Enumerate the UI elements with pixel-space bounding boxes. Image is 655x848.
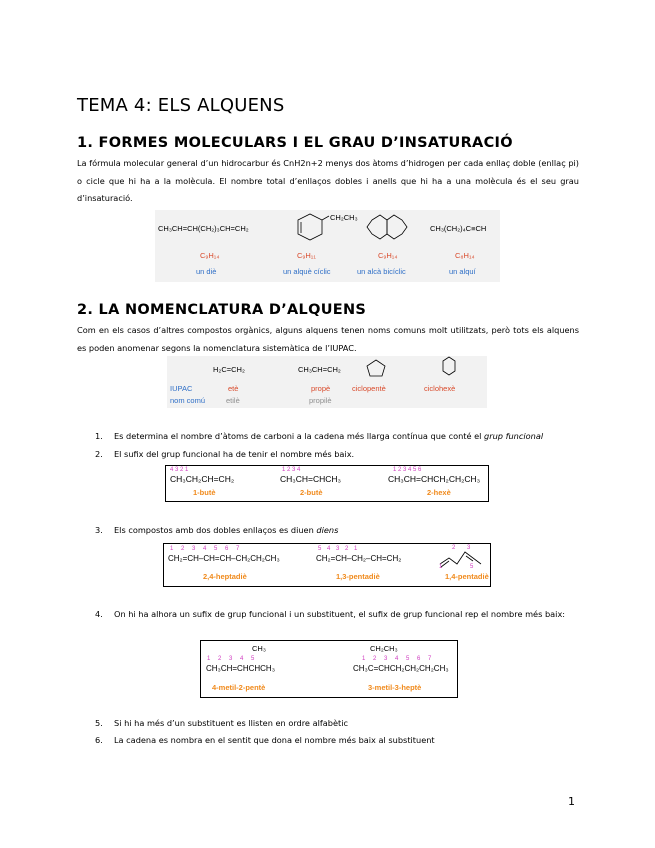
- formula-2: C₉H₁₁: [297, 251, 316, 260]
- page-number: 1: [568, 795, 575, 808]
- structure-2-butene: CH₃CH=CHCH₃: [280, 474, 341, 484]
- name-2-hexene: 2-hexè: [427, 488, 451, 497]
- substituent-methyl: CH₃: [252, 644, 266, 653]
- structure-1-butene: CH₃CH₂CH=CH₂: [170, 474, 235, 484]
- numbering-methylheptene: 1 2 3 4 5 6 7: [362, 656, 432, 662]
- structure-methylpentene: CH₃CH=CHCHCH₃: [206, 664, 275, 673]
- iupac-cyclohexene: ciclohexè: [424, 384, 456, 393]
- name-2-butene: 2-butè: [300, 488, 323, 497]
- type-2: un alquè cíclic: [283, 267, 331, 276]
- iupac-cyclopentene: ciclopentè: [352, 384, 386, 393]
- rule-3: 3. Els compostos amb dos dobles enllaços es diuen diens: [95, 525, 339, 535]
- section-1-paragraph: La fórmula molecular general d’un hidrocarbur és CnH2n+2 menys dos àtoms d’hidrogen per cada enllaç doble (enllaç pi) o cicle que hi ha a la molècula. El nombre total d’enllaços dobles i anells que hi ha a una molècula és el seu grau d’insaturació.: [77, 158, 579, 203]
- name-1-3-pentadiene: 1,3-pentadiè: [336, 572, 380, 581]
- structure-diene: CH₃CH=CH(CH₂)₃CH=CH₂: [158, 224, 249, 233]
- numbering-3: 1 2 3 4 5 6: [393, 467, 422, 473]
- structure-2-hexene: CH₃CH=CHCH₂CH₂CH₃: [388, 474, 481, 484]
- type-3: un alcà bicíclic: [357, 267, 406, 276]
- structure-heptadiene: CH₂=CH–CH=CH–CH₂CH₂CH₃: [168, 554, 280, 563]
- row-label-common: nom comú: [170, 396, 206, 405]
- rule-1: 1. Es determina el nombre d’àtoms de carboni a la cadena més llarga contínua que conté el grup funcional: [95, 431, 544, 441]
- common-propene: propilè: [309, 396, 332, 405]
- numbering-1-4-pentadiene-bottom: 1 5: [439, 564, 474, 570]
- section-2-heading: 2. LA NOMENCLATURA D’ALQUENS: [77, 302, 367, 318]
- name-heptadiene: 2,4-heptadiè: [203, 572, 247, 581]
- name-1-4-pentadiene: 1,4-pentadiè: [445, 572, 489, 581]
- page-title: TEMA 4: ELS ALQUENS: [77, 95, 285, 116]
- name-1-butene: 1-butè: [193, 488, 216, 497]
- formula-3: C₉H₁₄: [378, 251, 398, 260]
- cyclopentene-drawing: [365, 358, 387, 378]
- cyclohexene-drawing: [438, 356, 460, 378]
- name-methylheptene: 3-metil-3-heptè: [368, 683, 422, 692]
- iupac-ethene: etè: [228, 384, 239, 393]
- structure-ethene: H₂C=CH₂: [213, 365, 245, 374]
- numbering-methylpentene: 1 2 3 4 5: [207, 656, 255, 662]
- row-label-iupac: IUPAC: [170, 384, 193, 393]
- substituent-ethyl: CH₂CH₃: [370, 644, 398, 653]
- iupac-propene: propè: [311, 384, 331, 393]
- rule-5: 5. Si hi ha més d’un substituent es llisten en ordre alfabètic: [95, 718, 348, 728]
- rule-4: 4. On hi ha alhora un sufix de grup funcional i un substituent, el sufix de grup funcional rep el nombre més baix:: [95, 609, 566, 619]
- ethyl-group-label: CH₂CH₃: [330, 213, 358, 222]
- name-methylpentene: 4-metil-2-pentè: [212, 683, 266, 692]
- rule-2: 2. El sufix del grup funcional ha de tenir el nombre més baix.: [95, 449, 355, 459]
- numbering-1-3-pentadiene: 5 4 3 2 1: [318, 546, 358, 552]
- type-4: un alquí: [449, 267, 476, 276]
- type-1: un diè: [196, 267, 217, 276]
- structure-methylheptene: CH₃C=CHCH₂CH₂CH₂CH₃: [353, 664, 449, 673]
- structure-pentadiene: CH₂=CH–CH₂–CH=CH₂: [316, 554, 402, 563]
- numbering-1-4-pentadiene-top: 2 3: [452, 545, 471, 551]
- section-2-paragraph: Com en els casos d’altres compostos orgànics, alguns alquens tenen noms comuns molt utilitzats, però tots els alquens es poden anomenar segons la nomenclatura sistemàtica de l’IUPAC.: [77, 325, 579, 353]
- numbering-1: 4 3 2 1: [170, 467, 189, 473]
- structure-alkyne: CH₃(CH₂)₄C≡CH: [430, 224, 487, 233]
- numbering-2: 1 2 3 4: [282, 467, 301, 473]
- formula-1: C₉H₁₄: [200, 251, 220, 260]
- bicyclic-alkane-drawing: [362, 212, 412, 244]
- section-1-heading: 1. FORMES MOLECULARS I EL GRAU D’INSATURACIÓ: [77, 135, 513, 151]
- numbering-heptadiene: 1 2 3 4 5 6 7: [170, 546, 240, 552]
- formula-4: C₈H₁₄: [455, 251, 475, 260]
- structure-propene: CH₃CH=CH₂: [298, 365, 341, 374]
- common-ethene: etilè: [226, 396, 240, 405]
- rule-6: 6. La cadena es nombra en el sentit que dona el nombre més baix al substituent: [95, 735, 435, 745]
